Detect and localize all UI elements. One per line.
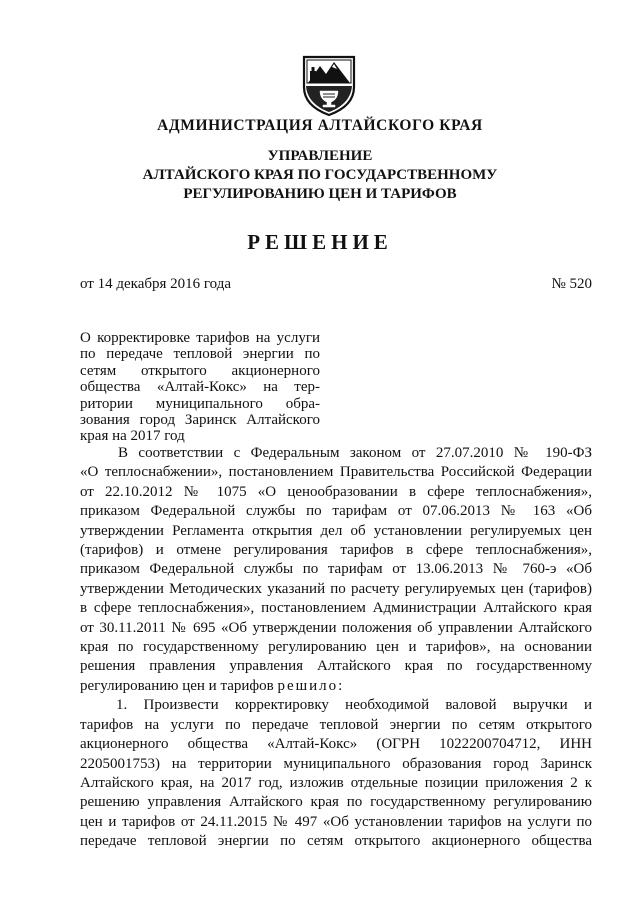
item-line: тарифов на услуги по передаче тепловой энергии по сетям открытого	[80, 716, 592, 733]
body-line-text: регулированию цен и тарифов	[80, 677, 274, 694]
item-line: передаче тепловой энергии по сетям открытого акционерного общества	[80, 833, 592, 850]
body-line: «О теплоснабжении», постановлением Правительства Российской Федерации	[80, 464, 592, 481]
item-line: цен и тарифов от 24.11.2015 № 497 «Об установлении тарифов на услуги по	[80, 813, 592, 830]
item-line: акционерного общества «Алтай-Кокс» (ОГРН 1022200704712, ИНН	[80, 736, 592, 753]
subject-line: О корректировке тарифов на услуги	[80, 330, 320, 346]
subject-line: по передаче тепловой энергии по	[80, 346, 320, 363]
body-line: от 30.11.2011 № 695 «Об утверждении положения об управлении Алтайского	[80, 619, 592, 636]
subject-line: общества «Алтай-Кокс» на тер-	[80, 379, 320, 396]
item-line: 2205001753) на территории муниципального образования город Заринск	[80, 755, 592, 772]
body-line: утверждении Методических указаний по расчету регулируемых цен (тарифов)	[80, 580, 592, 597]
body-line: утверждении Регламента открытия дел об установлении регулируемых цен	[80, 522, 592, 539]
document-subject	[80, 330, 320, 445]
altai-krai-coat-of-arms-icon	[296, 51, 362, 117]
subject-line: края на 2017 год	[80, 428, 185, 445]
body-line: от 22.10.2012 № 1075 «О ценообразовании в сфере теплоснабжения»,	[80, 483, 592, 500]
body-line: (тарифов) и отмене регулирования тарифов в сфере теплоснабжения»,	[80, 542, 592, 559]
body-line: приказом Федеральной службы по тарифам от 07.06.2013 № 163 «Об	[80, 503, 592, 520]
document-body	[80, 444, 592, 852]
document-type: РЕШЕНИЕ	[247, 230, 393, 254]
item-line: 1. Произвести корректировку необходимой валовой выручки и	[116, 697, 592, 714]
body-line: края по государственному регулированию цен и тарифов», на основании	[80, 639, 592, 656]
department-title	[0, 147, 640, 204]
document-number: № 520	[551, 276, 592, 292]
department-line: РЕГУЛИРОВАНИЮ ЦЕН И ТАРИФОВ	[183, 186, 457, 202]
item-line: решению управления Алтайского края по государственному регулированию	[80, 794, 592, 811]
document-date: от 14 декабря 2016 года	[80, 276, 232, 292]
subject-line: ритории муниципального обра-	[80, 395, 320, 412]
subject-line: сетям открытого акционерного	[80, 362, 320, 379]
department-line: УПРАВЛЕНИЕ	[267, 148, 373, 164]
body-line: приказом Федеральной службы по тарифам от 13.06.2013 № 760-э «Об	[80, 561, 592, 578]
body-line: В соответствии с Федеральным законом от 27.07.2010 № 190-ФЗ	[118, 445, 592, 461]
body-line	[80, 677, 592, 696]
subject-line: зования город Заринск Алтайского	[80, 412, 320, 429]
decision-word: решило:	[277, 677, 345, 694]
item-line: Алтайского края, на 2017 год, изложив отдельные позиции приложения 2 к	[80, 774, 592, 791]
body-line: в сфере теплоснабжения», постановлением Администрации Алтайского края	[80, 600, 592, 617]
department-line: АЛТАЙСКОГО КРАЯ ПО ГОСУДАРСТВЕННОМУ	[142, 167, 498, 183]
body-line: решения правления управления Алтайского края по государственному	[80, 658, 592, 675]
administration-title: АДМИНИСТРАЦИЯ АЛТАЙСКОГО КРАЯ	[157, 117, 483, 134]
